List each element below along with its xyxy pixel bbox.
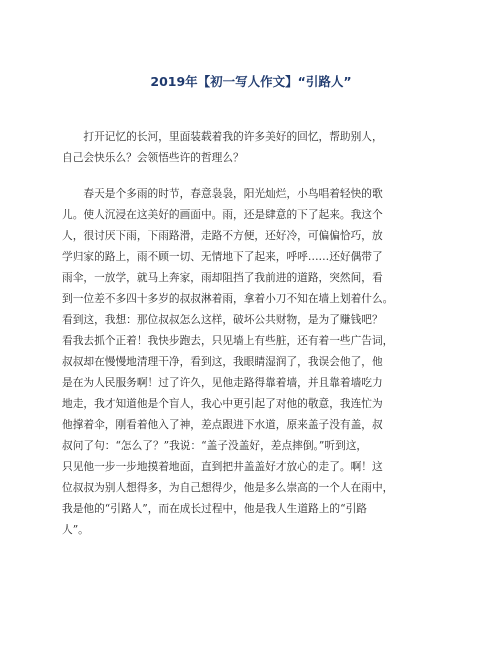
- document-title: 2019年【初一写人作文】“引路人”: [150, 74, 352, 89]
- paragraph-gap: [62, 168, 447, 183]
- text-line: 看我去抓个正着！我快步跑去，只见墙上有些脏，还有着一些广告词，: [62, 334, 394, 347]
- text-line: 叔叔却在慢慢地清理干净，看到这，我眼睛湿润了，我误会他了，他: [62, 355, 383, 368]
- paragraph-2: [62, 183, 447, 540]
- text-line: 看到这，我想：那位叔叔怎么这样，破坏公共财物，是为了赚钱吧？: [62, 313, 383, 326]
- text-line: 打开记忆的长河，里面装载着我的许多美好的回忆，帮助别人，: [62, 130, 383, 143]
- text-line: 人”。: [62, 523, 89, 536]
- text-line: 学归家的路上，雨不顾一切、无情地下了起来，呼呼……还好偶带了: [62, 250, 383, 263]
- text-line: 只见他一步一步地摸着地面，直到把井盖盖好才放心的走了。啊！这: [62, 460, 383, 473]
- paragraph-1: [62, 126, 447, 168]
- text-line: 儿。使人沉浸在这美好的画面中。雨，还是肆意的下了起来。我这个: [62, 208, 383, 221]
- text-line: 雨伞，一放学，就马上奔家，雨却阻挡了我前进的道路，突然间，看: [62, 271, 383, 284]
- text-line: 我是他的“引路人”，而在成长过程中，他是我人生道路上的“引路: [62, 502, 367, 515]
- text-line: 到一位差不多四十多岁的叔叔淋着雨，拿着小刀不知在墙上划着什么。: [62, 292, 394, 305]
- text-line: 是在为人民服务啊！过了许久，见他走路得靠着墙，并且靠着墙吃力: [62, 376, 383, 389]
- document-body: [62, 126, 447, 540]
- text-line: 位叔叔为别人想得多，为自己想得少，他是多么崇高的一个人在雨中，: [62, 481, 394, 494]
- text-line: 人，很讨厌下雨，下雨路滑，走路不方便，还好冷，可偏偏恰巧，放: [62, 229, 383, 242]
- text-line: 他撑着伞，刚看着他入了神，差点跟进下水道，原来盖子没有盖，叔: [62, 418, 383, 431]
- text-line: 自己会快乐么？会领悟些许的哲理么？: [62, 151, 244, 164]
- text-line: 地走，我才知道他是个盲人，我心中更引起了对他的敬意，我连忙为: [62, 397, 383, 410]
- text-line: 叔问了句：“怎么了？”我说：“盖子没盖好，差点摔倒。”听到这，: [62, 439, 368, 452]
- text-line: 春天是个多雨的时节，春意袅袅，阳光灿烂，小鸟唱着轻快的歌: [62, 187, 383, 200]
